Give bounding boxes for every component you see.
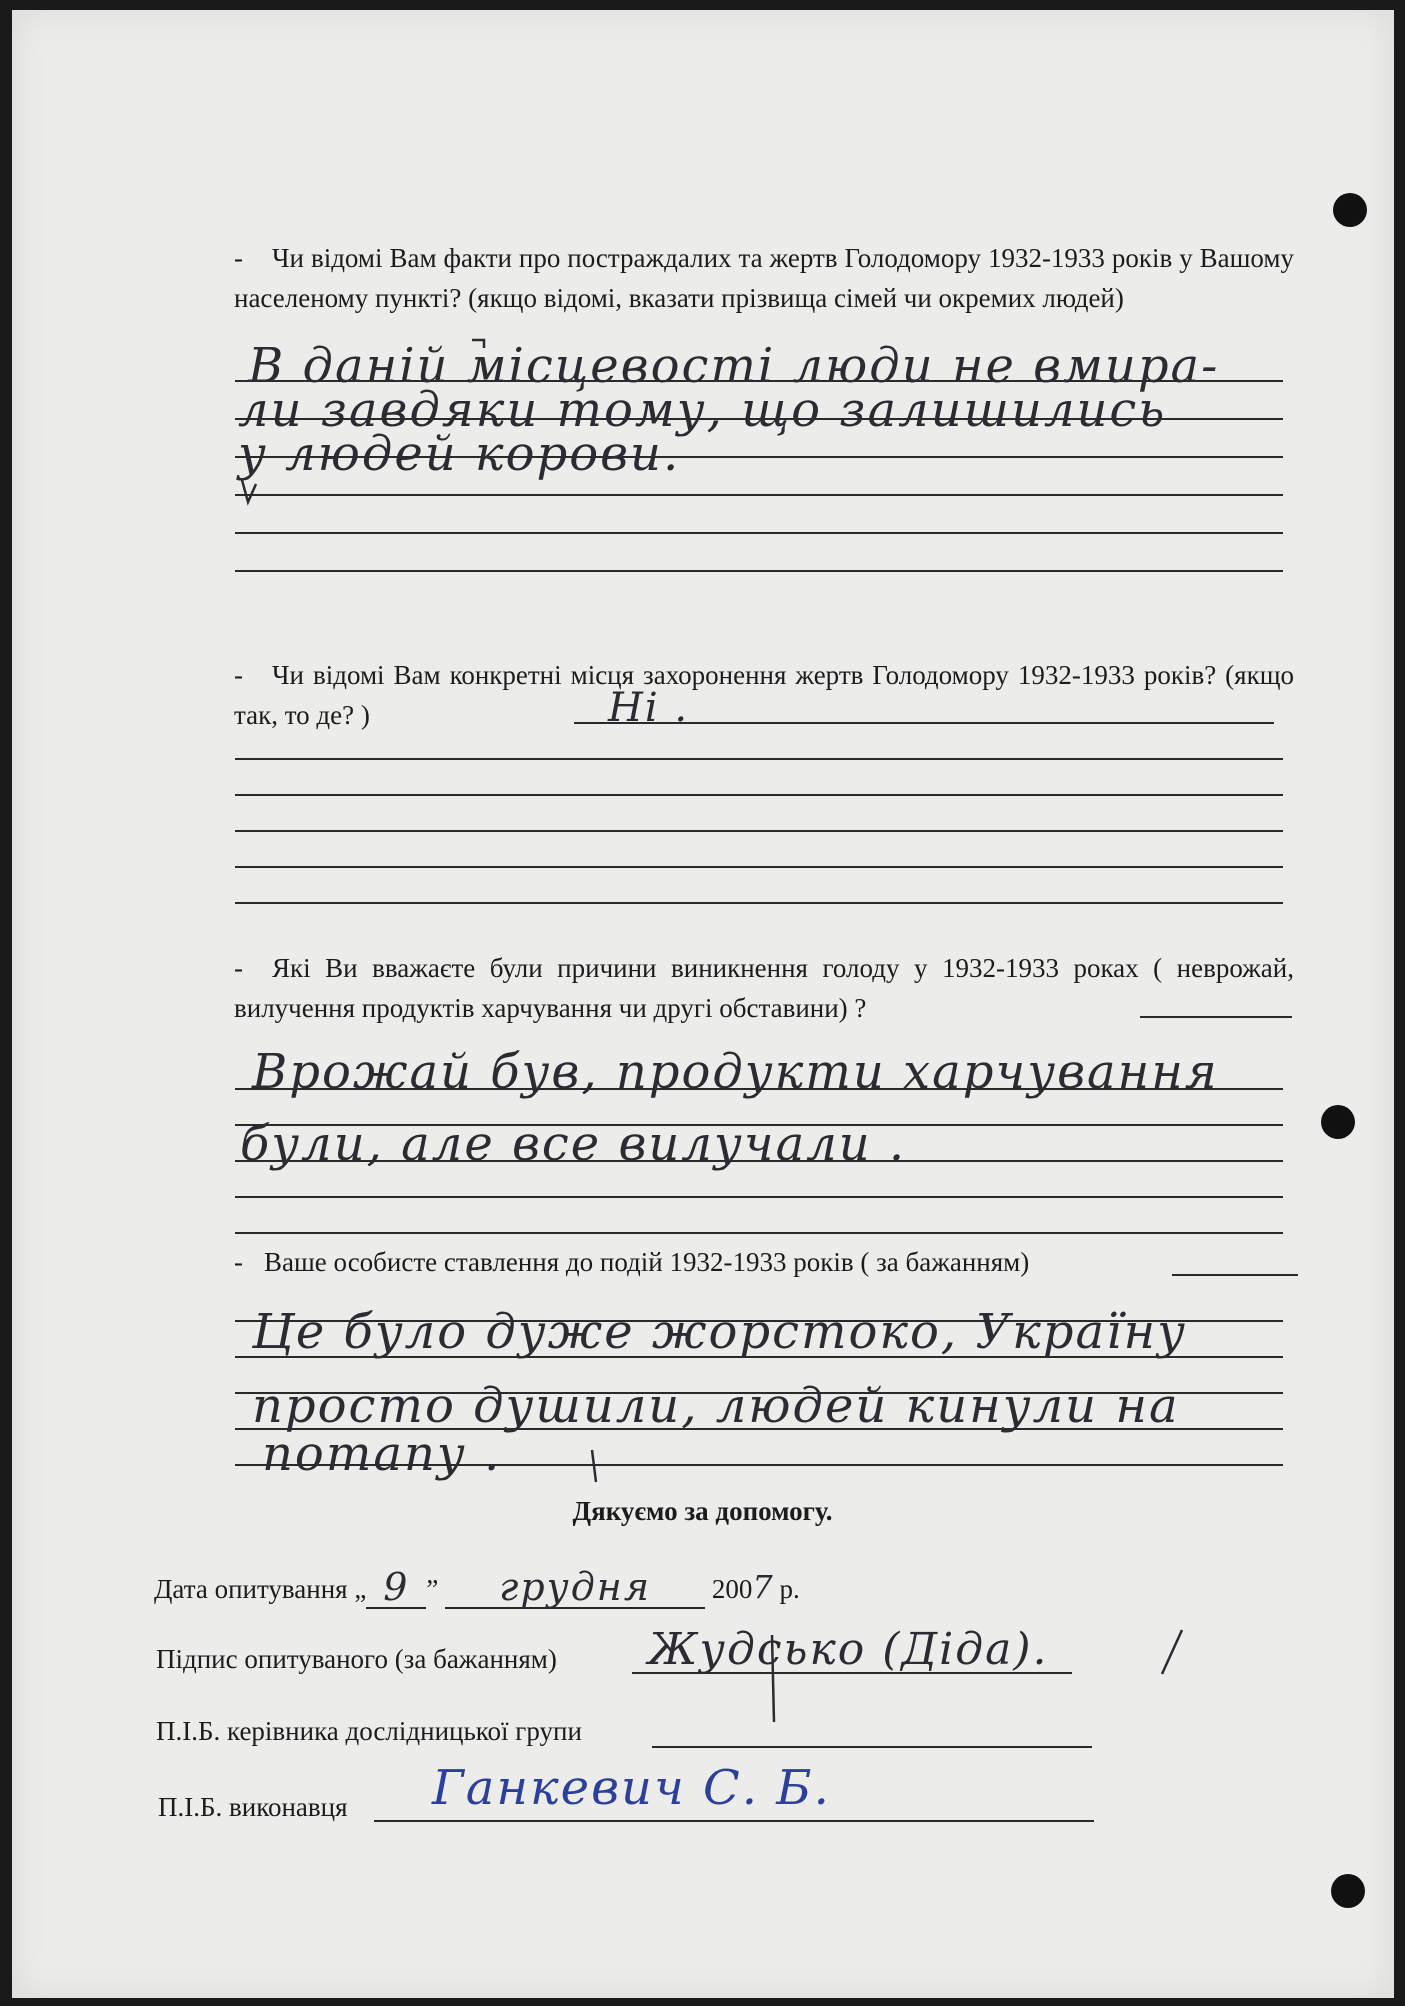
- executor-label: П.І.Б. виконавця: [158, 1792, 348, 1822]
- handwritten-answer-2: Ні .: [608, 685, 690, 731]
- handwritten-answer-1-line-2: ли завдяки тому, що залишились: [238, 382, 1167, 438]
- survey-date-label: Дата опитування: [154, 1574, 348, 1604]
- question-3-text: Які Ви вважаєте були причини виникнення голоду у 1932-1933 роках ( неврожай, вилучення продуктів харчування чи другі обставини) ?: [234, 953, 1294, 1023]
- thanks-text: Дякуємо за допомогу.: [572, 1496, 833, 1526]
- survey-date-year-prefix: 200: [711, 1574, 753, 1604]
- handwritten-answer-3-line-2: були, але все вилучали .: [240, 1116, 907, 1172]
- pencil-marks: [12, 10, 1394, 1998]
- handwritten-answer-4-line-1: Це було дуже жорстоко, Україну: [252, 1304, 1187, 1360]
- bullet-dash: -: [234, 660, 243, 690]
- handwritten-answer-4-line-3: потапу .: [262, 1426, 502, 1482]
- survey-date-close-quote: ”: [426, 1574, 439, 1604]
- handwritten-answer-3-line-1: Врожай був, продукти харчування: [252, 1044, 1219, 1100]
- question-2-text: Чи відомі Вам конкретні місця захоронення жертв Голодомору 1932-1933 років? (якщо так, то де? ): [234, 660, 1294, 730]
- survey-date-suffix: р.: [779, 1574, 800, 1604]
- respondent-signature: Жудсько (Діда).: [648, 1624, 1049, 1675]
- bullet-dash: -: [234, 953, 243, 983]
- bullet-dash: -: [234, 1247, 243, 1277]
- document-page: [12, 10, 1394, 1998]
- handwritten-answer-1-line-1: В даній місцевості люди не вмира-: [248, 338, 1220, 394]
- group-leader-label: П.І.Б. керівника дослідницької групи: [156, 1716, 582, 1746]
- handwritten-answer-1-line-3: у людей корови.: [238, 426, 681, 482]
- question-1-text: Чи відомі Вам факти про постраждалих та жертв Голодомору 1932-1933 років у Вашому населеному пункті? (якщо відомі, вказати прізвища сімей чи окремих людей): [234, 243, 1294, 313]
- respondent-signature-label: Підпис опитуваного (за бажанням): [156, 1644, 557, 1674]
- bullet-dash: -: [234, 243, 243, 273]
- question-4-text: Ваше особисте ставлення до подій 1932-1933 років ( за бажанням): [264, 1247, 1030, 1277]
- survey-date-open-quote: „: [354, 1574, 367, 1604]
- survey-date-year-digit: 7: [752, 1568, 773, 1606]
- handwritten-answer-4-line-2: просто душили, людей кинули на: [252, 1378, 1180, 1434]
- survey-date-month: грудня: [499, 1565, 651, 1609]
- survey-date-day: 9: [383, 1565, 410, 1609]
- executor-signature: Ганкевич С. Б.: [432, 1760, 831, 1816]
